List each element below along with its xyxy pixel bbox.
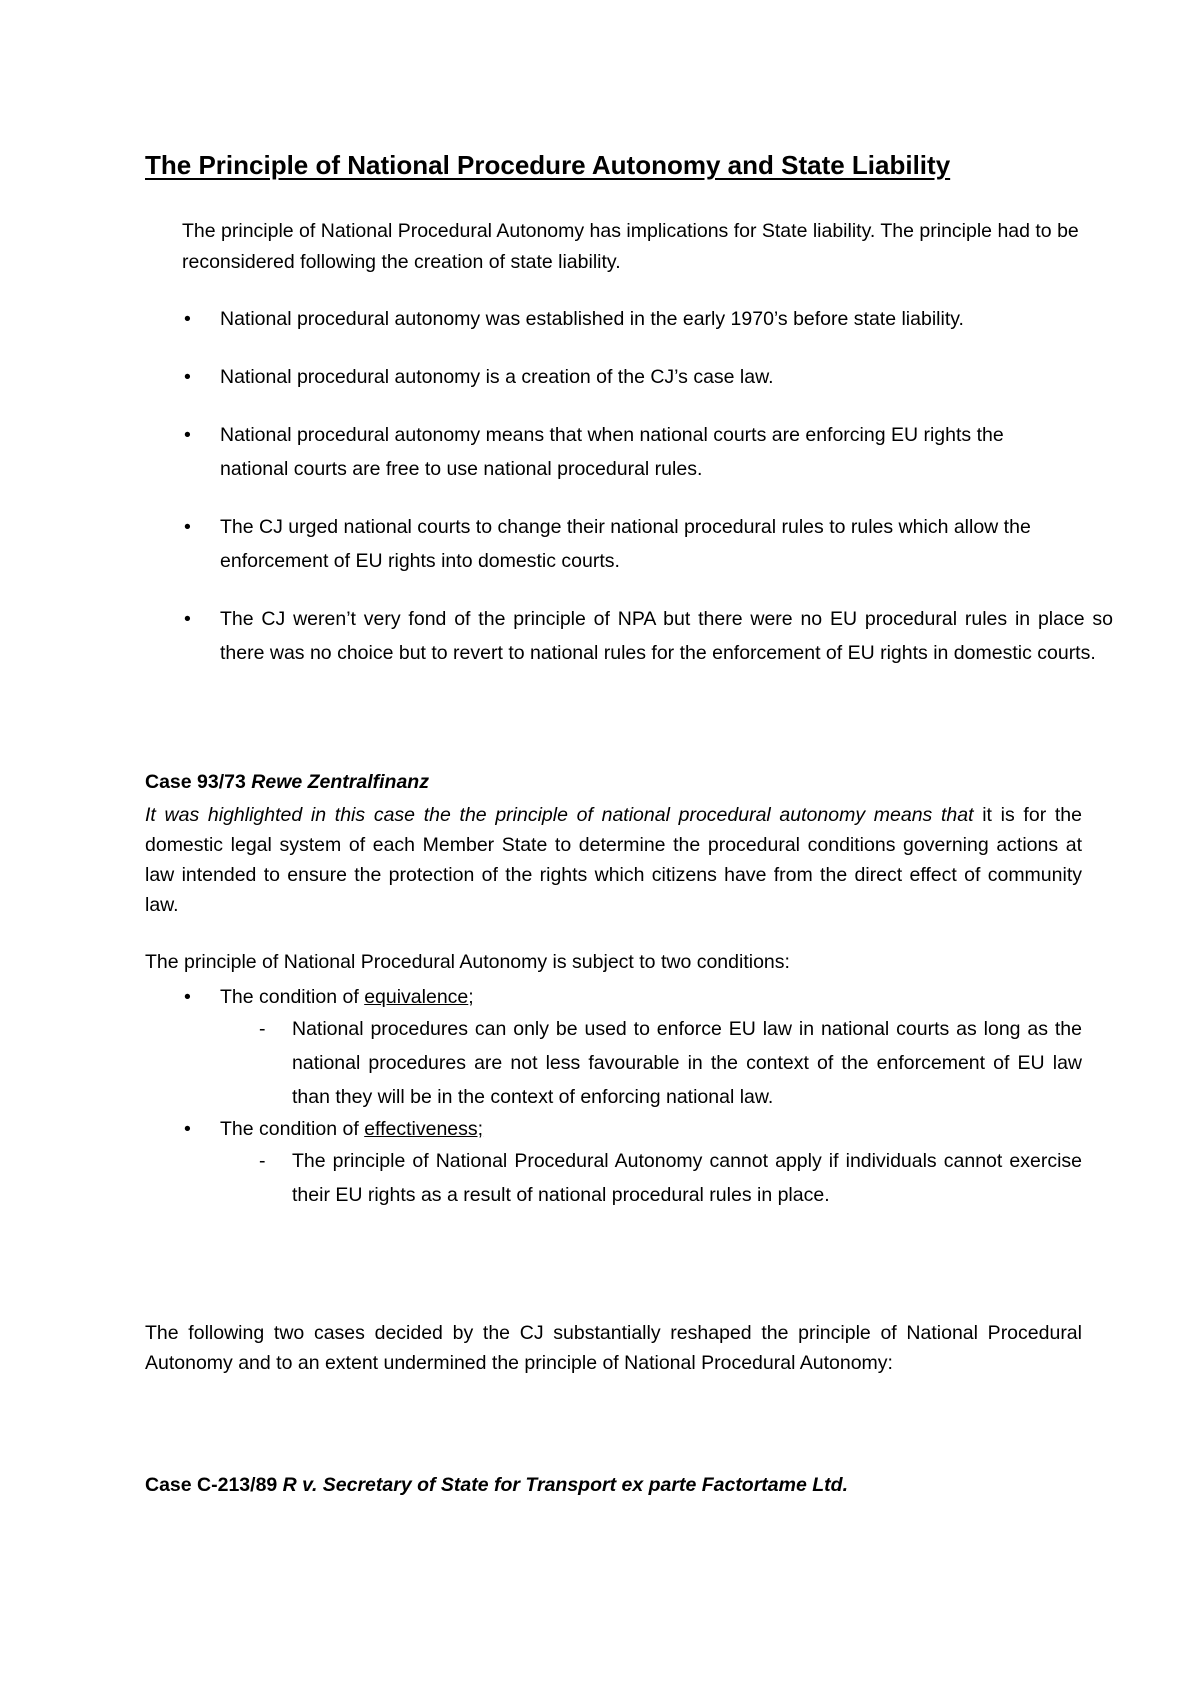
closing-paragraph: The following two cases decided by the CJ substantially reshaped the principle of National Procedural Autonomy and to an extent undermined the principle of National Procedural Autonomy: xyxy=(145,1322,1082,1374)
condition-detail-text: National procedures can only be used to enforce EU law in national courts as long as the national procedures are not less favourable in the context of the enforcement of EU law than they will be in the context of enforcing national law. xyxy=(292,1018,1082,1108)
condition-detail-text: The principle of National Procedural Autonomy cannot apply if individuals cannot exercise their EU rights as a result of national procedural rules in place. xyxy=(292,1150,1082,1206)
case-summary-text: it is for the domestic legal system of each Member State to determine the procedural conditions governing actions at law intended to ensure the protection of the rights which citizens have from the direct effect of community law. xyxy=(145,804,1082,916)
list-item xyxy=(172,510,1072,578)
list-item xyxy=(172,418,1072,486)
condition-detail-list xyxy=(220,1144,1082,1212)
case-summary-italic: It was highlighted in this case the the principle of national procedural autonomy means that xyxy=(145,804,974,826)
condition-term: equivalence xyxy=(364,986,469,1008)
case-name: Rewe Zentralfinanz xyxy=(251,771,429,793)
bullet-text: National procedural autonomy was established in the early 1970’s before state liability. xyxy=(220,308,964,330)
dash-icon: - xyxy=(259,1018,266,1040)
condition-term: effectiveness; xyxy=(364,1118,484,1140)
list-item xyxy=(172,360,1072,394)
case-heading-factortame xyxy=(145,1474,848,1497)
bullet-text: National procedural autonomy is a creation of the CJ’s case law. xyxy=(220,366,774,388)
condition-item xyxy=(145,982,1082,1114)
bullet-text: The CJ urged national courts to change their national procedural rules to rules which allow the enforcement of EU rights into domestic courts. xyxy=(220,516,1031,572)
bullet-text: The CJ weren’t very fond of the principle of NPA but there were no EU procedural rules in place so there was no choice but to revert to national rules for the enforcement of EU rights in domestic courts. xyxy=(220,608,1113,664)
conditions-intro: The principle of National Procedural Autonomy is subject to two conditions: xyxy=(145,951,790,973)
condition-detail xyxy=(220,1012,1082,1114)
npa-bullet-list xyxy=(172,302,1113,694)
bullet-icon: • xyxy=(184,366,191,388)
case-number: Case 93/73 xyxy=(145,771,252,793)
case-heading-rewe xyxy=(145,771,429,794)
conditions-list xyxy=(145,982,1082,1212)
condition-prefix: The condition of xyxy=(220,986,365,1008)
page-title: The Principle of National Procedure Autonomy and State Liability xyxy=(145,150,951,180)
bullet-text: National procedural autonomy means that when national courts are enforcing EU rights the national courts are free to use national procedural rules. xyxy=(220,424,1004,480)
bullet-icon: • xyxy=(184,986,191,1008)
bullet-icon: • xyxy=(184,1118,191,1140)
condition-prefix: The condition of xyxy=(220,1118,365,1140)
condition-detail xyxy=(220,1144,1082,1212)
bullet-icon: • xyxy=(184,516,191,538)
bullet-icon: • xyxy=(184,608,191,630)
condition-item xyxy=(145,1114,1082,1212)
intro-paragraph: The principle of National Procedural Autonomy has implications for State liability. The principle had to be reconsidered following the creation of state liability. xyxy=(182,220,1079,273)
case-summary-rewe xyxy=(145,800,1082,920)
bullet-icon: • xyxy=(184,424,191,446)
list-item xyxy=(172,302,1072,336)
dash-icon: - xyxy=(259,1150,266,1172)
condition-detail-list xyxy=(220,1012,1082,1114)
case-name: R v. Secretary of State for Transport ex parte Factortame Ltd. xyxy=(282,1474,848,1496)
bullet-icon: • xyxy=(184,308,191,330)
condition-suffix: ; xyxy=(468,986,474,1008)
case-number: Case C-213/89 xyxy=(145,1474,283,1496)
list-item xyxy=(172,602,1113,670)
